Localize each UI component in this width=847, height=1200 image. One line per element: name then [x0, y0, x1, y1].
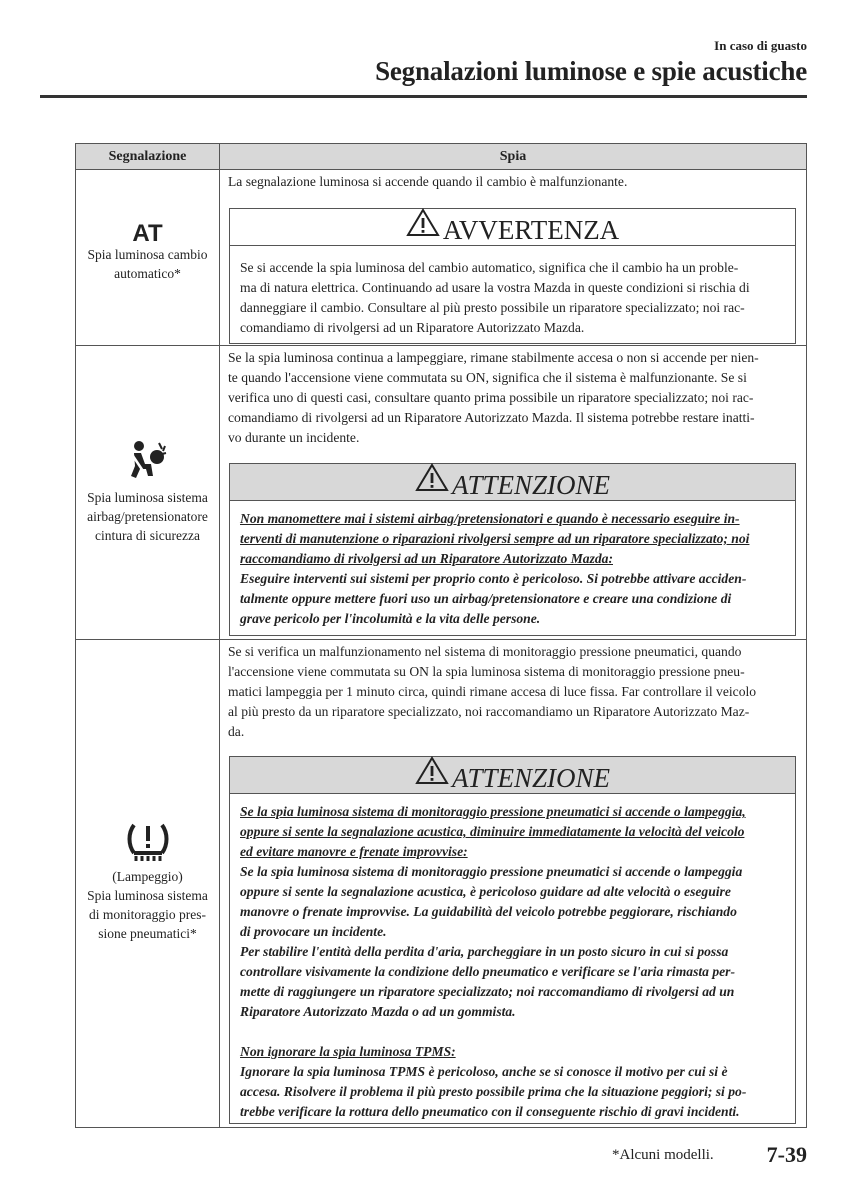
column-header-spia: Spia — [499, 149, 527, 164]
caution-line: Non manomettere mai i sistemi airbag/pretensionatori e quando è necessario eseguire in- — [240, 511, 740, 526]
caution-line: ed evitare manovre e frenate improvvise: — [240, 844, 468, 859]
indicator-label: di monitoraggio pres- — [89, 907, 206, 922]
column-divider — [219, 169, 220, 1127]
text-line: verifica uno di questi casi, consultare quanto prima possibile un riparatore specializzato; noi rac- — [228, 390, 754, 405]
text-line: te quando l'accensione viene commutata su ON, significa che il sistema è malfunzionante. Se si — [228, 370, 747, 385]
caution-line: manovre o frenate improvvise. La guidabilità del veicolo potrebbe peggiorare, rischiando — [240, 904, 737, 919]
warning-triangle-icon — [415, 756, 449, 794]
indicator-label: sione pneumatici* — [98, 926, 197, 941]
caution-line: Eseguire interventi sui sistemi per proprio conto è pericoloso. Si potrebbe attivare acciden- — [240, 571, 747, 586]
airbag-seatbelt-icon — [76, 440, 219, 488]
warning-line: Se si accende la spia luminosa del cambio automatico, significa che il cambio ha un proble- — [240, 260, 739, 275]
description-text — [228, 348, 794, 448]
caution-heading-text: ATTENZIONE — [451, 762, 611, 793]
caution-line: Se la spia luminosa sistema di monitoraggio pressione pneumatici si accende o lampeggia, — [240, 804, 746, 819]
indicator-label: Spia luminosa cambio automatico* — [87, 247, 208, 281]
footnote: *Alcuni modelli. — [612, 1147, 714, 1163]
indicator-cell-at — [76, 220, 219, 283]
caution-line: controllare visivamente la condizione dello pneumatico e verificare se l'aria rimasta per- — [240, 964, 735, 979]
caution-subheading: Non ignorare la spia luminosa TPMS: — [240, 1044, 456, 1059]
caution-heading-text: ATTENZIONE — [451, 469, 611, 500]
text-line: vo durante un incidente. — [228, 430, 360, 445]
column-header-segnalazione: Segnalazione — [76, 144, 220, 169]
caution-box-heading — [230, 757, 795, 794]
caution-box-body — [230, 794, 795, 1122]
caution-line: mette di raggiungere un riparatore specializzato; noi raccomandiamo di rivolgersi ad un — [240, 984, 735, 999]
text-line: matici lampeggia per 1 minuto circa, quindi rimane accesa di luce fissa. Far controllare il veicolo — [228, 684, 757, 699]
section-heading: In caso di guasto — [714, 38, 807, 53]
description-text — [228, 642, 794, 742]
at-transmission-icon: AT — [132, 220, 163, 247]
title-rule — [40, 95, 807, 98]
caution-line: Se la spia luminosa sistema di monitoraggio pressione pneumatici si accende o lampeggia — [240, 864, 743, 879]
caution-line: talmente oppure mettere fuori uso un airbag/pretensionatore e creare una condizione di — [240, 591, 732, 606]
caution-box-attenzione-tpms — [229, 756, 796, 1124]
caution-box-body — [230, 501, 795, 629]
text-line: al più presto da un riparatore specializzato, noi raccomandiamo un Riparatore Autorizzato Maz- — [228, 704, 750, 719]
text-line: Se la spia luminosa continua a lampeggiare, rimane stabilmente accesa o non si accende per nien- — [228, 350, 759, 365]
caution-line: di provocare un incidente. — [240, 924, 387, 939]
warning-line: comandiamo di rivolgersi ad un Riparatore Autorizzato Mazda. — [240, 320, 585, 335]
warning-box-heading — [230, 209, 795, 246]
caution-line: grave pericolo per l'incolumità e la vita delle persone. — [240, 611, 541, 626]
row-divider — [76, 639, 806, 640]
row-divider — [76, 345, 806, 346]
indicator-label: Spia luminosa sistema airbag/pretensionatore cintura di sicurezza — [87, 490, 208, 543]
caution-line: oppure si sente la segnalazione acustica, diminuire immediatamente la velocità del veicolo — [240, 824, 745, 839]
caution-line: accesa. Risolvere il problema il più presto possibile prima che la situazione peggiori; si po- — [240, 1084, 747, 1099]
page-title: Segnalazioni luminose e spie acustiche — [375, 56, 807, 86]
tire-pressure-warning-icon — [76, 819, 219, 867]
caution-line: Ignorare la spia luminosa TPMS è pericoloso, anche se si conosce il motivo per cui si è — [240, 1064, 728, 1079]
text-line: comandiamo di rivolgersi ad un Riparatore Autorizzato Mazda. Il sistema potrebbe restare inatti- — [228, 410, 755, 425]
caution-line: Per stabilire l'entità della perdita d'aria, parcheggiare in un posto sicuro in cui si possa — [240, 944, 729, 959]
indicator-table — [75, 143, 807, 1128]
warning-line: danneggiare il cambio. Consultare al più presto possibile un riparatore specializzato; noi rac- — [240, 300, 745, 315]
indicator-cell-airbag — [76, 440, 219, 545]
caution-box-attenzione — [229, 463, 796, 636]
warning-box-body — [230, 246, 795, 338]
text-line: da. — [228, 724, 245, 739]
warning-triangle-icon — [415, 463, 449, 501]
description-text: La segnalazione luminosa si accende quando il cambio è malfunzionante. — [228, 174, 628, 189]
indicator-label: (Lampeggio) — [112, 869, 183, 884]
table-header — [76, 144, 806, 170]
indicator-label: Spia luminosa sistema — [87, 888, 208, 903]
warning-line: ma di natura elettrica. Continuando ad usare la vostra Mazda in queste condizioni si rischia di — [240, 280, 750, 295]
caution-line: Riparatore Autorizzato Mazda o ad un gommista. — [240, 1004, 516, 1019]
caution-line: trebbe verificare la rottura dello pneumatico con il conseguente rischio di gravi incidenti. — [240, 1104, 740, 1119]
warning-box-avvertenza — [229, 208, 796, 344]
warning-heading-text: AVVERTENZA — [442, 214, 620, 245]
caution-line: terventi di manutenzione o riparazioni rivolgersi sempre ad un riparatore specializzato; noi — [240, 531, 750, 546]
indicator-cell-tpms — [76, 819, 219, 943]
caution-line: oppure si sente la segnalazione acustica, è pericoloso guidare ad alte velocità o eseguire — [240, 884, 731, 899]
caution-line: raccomandiamo di rivolgersi ad un Riparatore Autorizzato Mazda: — [240, 551, 613, 566]
text-line: l'accensione viene commutata su ON la spia luminosa sistema di monitoraggio pressione pneu- — [228, 664, 745, 679]
warning-triangle-icon — [406, 208, 440, 246]
page-number: 7-39 — [766, 1142, 807, 1167]
text-line: Se si verifica un malfunzionamento nel sistema di monitoraggio pressione pneumatici, quando — [228, 644, 742, 659]
caution-box-heading — [230, 464, 795, 501]
